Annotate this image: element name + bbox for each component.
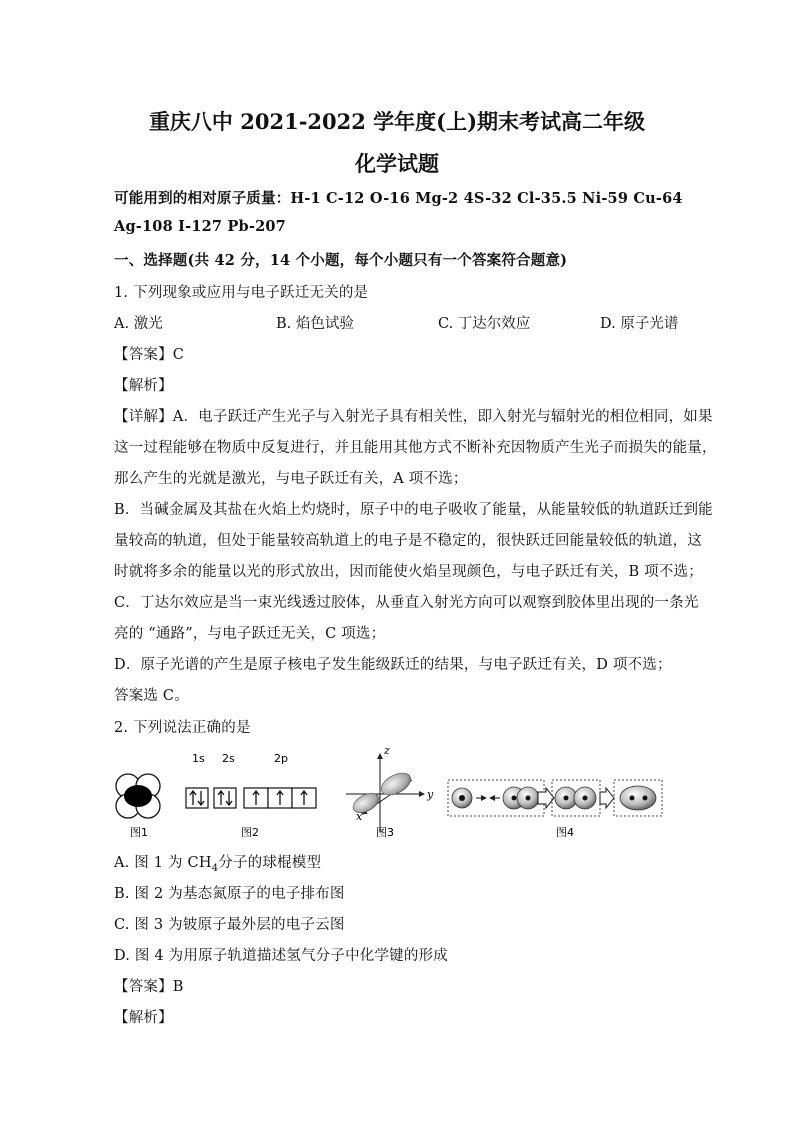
question-1-stem: 1. 下列现象或应用与电子跃迁无关的是 <box>114 285 369 301</box>
page-title: 重庆八中 2021-2022 学年度(上)期末考试高二年级 <box>148 109 646 134</box>
figure-3-caption: 图3 <box>376 826 394 839</box>
q1-detail-line: 时就将多余的能量以光的形式放出，因而能使火焰呈现颜色，与电子跃迁有关，B 项不选； <box>114 564 703 580</box>
q1-option-d: D. 原子光谱 <box>600 316 679 332</box>
axis-label-z: z <box>384 744 390 757</box>
axis-label-y: y <box>427 788 434 801</box>
q1-answer: 【答案】C <box>114 347 185 363</box>
q2-option-c: C. 图 3 为铍原子最外层的电子云图 <box>114 917 345 933</box>
q1-analysis-label: 【解析】 <box>114 378 173 394</box>
q1-detail-line: D．原子光谱的产生是原子核电子发生能级跃迁的结果，与电子跃迁有关，D 项不选； <box>114 657 672 673</box>
figure-1-molecule-model <box>116 774 160 818</box>
q1-detail-line: 亮的 “通路”，与电子跃迁无关，C 项选； <box>114 626 386 642</box>
q1-detail-line: 答案选 C。 <box>114 688 189 704</box>
axis-label-x: x <box>356 810 363 823</box>
q1-option-c: C. 丁达尔效应 <box>438 316 531 332</box>
orbital-label-2p: 2p <box>274 752 288 765</box>
q2-option-d: D. 图 4 为用原子轨道描述氢气分子中化学键的形成 <box>114 948 448 964</box>
figure-2-caption: 图2 <box>241 826 259 839</box>
figure-4-orbital-overlap <box>448 780 662 816</box>
orbital-label-1s: 1s <box>192 752 205 765</box>
figure-4-caption: 图4 <box>556 826 574 839</box>
q1-detail-line: 量较高的轨道，但处于能量较高轨道上的电子是不稳定的，很快跃迁回能量较低的轨道，这 <box>114 533 702 549</box>
q2-analysis-label: 【解析】 <box>114 1010 173 1026</box>
q2-option-a-suffix: 分子的球棍模型 <box>218 855 322 871</box>
q1-detail-line: B．当碱金属及其盐在火焰上灼烧时，原子中的电子吸收了能量，从能量较低的轨道跃迁到能 <box>114 502 713 518</box>
q2-figures <box>0 744 794 844</box>
q2-option-a-subscript: 4 <box>211 862 219 874</box>
figure-3-electron-cloud <box>346 744 434 832</box>
question-2-stem: 2. 下列说法正确的是 <box>114 720 251 736</box>
q2-option-b: B. 图 2 为基态氮原子的电子排布图 <box>114 886 345 902</box>
atomic-mass-line-2: Ag-108 I-127 Pb-207 <box>114 218 286 235</box>
q1-detail-line: 那么产生的光就是激光，与电子跃迁有关，A 项不选； <box>114 471 468 487</box>
q1-detail-line: 这一过程能够在物质中反复进行，并且能用其他方式不断补充因物质产生光子而损失的能量， <box>114 440 717 456</box>
q1-option-b: B. 焰色试验 <box>276 316 354 332</box>
figure-1-caption: 图1 <box>130 826 148 839</box>
page-subtitle: 化学试题 <box>355 151 439 176</box>
q1-detail-line: 【详解】A．电子跃迁产生光子与入射光子具有相关性，即入射光与辐射光的相位相同，如果 <box>114 409 713 425</box>
section-heading: 一、选择题(共 42 分，14 个小题，每个小题只有一个答案符合题意) <box>114 252 568 269</box>
orbital-label-2s: 2s <box>222 752 235 765</box>
q2-option-a <box>114 851 321 874</box>
figure-2-orbital-diagram <box>186 752 316 808</box>
q1-option-a: A. 激光 <box>114 316 163 332</box>
q1-detail-line: C．丁达尔效应是当一束光线透过胶体，从垂直入射光方向可以观察到胶体里出现的一条光 <box>114 595 699 611</box>
q2-option-a-prefix: A. 图 1 为 CH <box>114 855 212 871</box>
atomic-mass-line-1: 可能用到的相对原子质量：H-1 C-12 O-16 Mg-2 4S-32 Cl-35.5 Ni-59 Cu-64 <box>114 190 683 207</box>
q2-answer: 【答案】B <box>114 979 184 995</box>
